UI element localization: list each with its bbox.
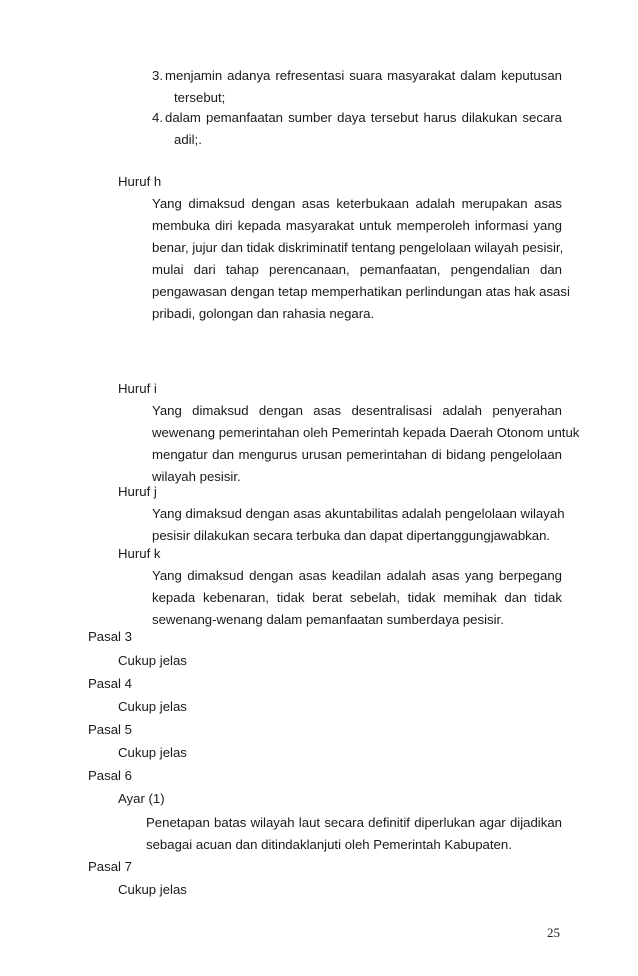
pasal-4-text: Cukup jelas <box>118 699 187 714</box>
paragraph-line: sebagai acuan dan ditindaklanjuti oleh Pemerintah Kabupaten. <box>146 837 512 852</box>
paragraph-line: wewenang pemerintahan oleh Pemerintah kepada Daerah Otonom untuk <box>152 425 580 440</box>
list-item-line: tersebut; <box>174 90 226 105</box>
paragraph-line: benar, jujur dan tidak diskriminatif tentang pengelolaan wilayah pesisir, <box>152 240 564 255</box>
pasal-6-paragraph <box>146 812 562 856</box>
huruf-j-paragraph <box>152 503 565 547</box>
pasal-3-text: Cukup jelas <box>118 653 187 668</box>
pasal-6-ayat: Ayar (1) <box>118 791 165 806</box>
paragraph-line: Yang dimaksud dengan asas desentralisasi adalah penyerahan <box>152 403 562 418</box>
list-number: 4. <box>152 110 163 125</box>
huruf-k-paragraph <box>152 565 562 631</box>
paragraph-line: pesisir dilakukan secara terbuka dan dapat dipertanggungjawabkan. <box>152 528 551 543</box>
paragraph-line: Yang dimaksud dengan asas keterbukaan adalah merupakan asas <box>152 196 562 211</box>
pasal-5-text: Cukup jelas <box>118 745 187 760</box>
pasal-7-text: Cukup jelas <box>118 882 187 897</box>
list-item-line: dalam pemanfaatan sumber daya tersebut harus dilakukan secara <box>165 110 562 125</box>
huruf-k-heading: Huruf k <box>118 546 161 561</box>
huruf-h-heading: Huruf h <box>118 174 162 189</box>
paragraph-line: membuka diri kepada masyarakat untuk memperoleh informasi yang <box>152 218 562 233</box>
page-number: 25 <box>547 925 560 940</box>
paragraph-line: kepada kebenaran, tidak berat sebelah, tidak memihak dan tidak <box>152 590 562 605</box>
paragraph-line: wilayah pesisir. <box>152 469 241 484</box>
list-item-4 <box>152 107 562 151</box>
huruf-j-heading: Huruf j <box>118 484 157 499</box>
list-item-line: adil;. <box>174 132 202 147</box>
paragraph-line: sewenang-wenang dalam pemanfaatan sumberdaya pesisir. <box>152 612 504 627</box>
pasal-7-heading: Pasal 7 <box>88 859 132 874</box>
list-item-3 <box>152 65 562 109</box>
paragraph-line: Yang dimaksud dengan asas akuntabilitas adalah pengelolaan wilayah <box>152 506 565 521</box>
huruf-i-paragraph <box>152 400 580 488</box>
paragraph-line: Penetapan batas wilayah laut secara definitif diperlukan agar dijadikan <box>146 815 562 830</box>
huruf-i-heading: Huruf i <box>118 381 157 396</box>
paragraph-line: mulai dari tahap perencanaan, pemanfaatan, pengendalian dan <box>152 262 562 277</box>
list-number: 3. <box>152 68 163 83</box>
paragraph-line: mengatur dan mengurus urusan pemerintahan di bidang pengelolaan <box>152 447 562 462</box>
paragraph-line: Yang dimaksud dengan asas keadilan adalah asas yang berpegang <box>152 568 562 583</box>
pasal-4-heading: Pasal 4 <box>88 676 132 691</box>
pasal-3-heading: Pasal 3 <box>88 629 132 644</box>
paragraph-line: pribadi, golongan dan rahasia negara. <box>152 306 375 321</box>
list-item-line: menjamin adanya refresentasi suara masyarakat dalam keputusan <box>165 68 562 83</box>
pasal-6-heading: Pasal 6 <box>88 768 132 783</box>
paragraph-line: pengawasan dengan tetap memperhatikan perlindungan atas hak asasi <box>152 284 570 299</box>
huruf-h-paragraph <box>152 193 570 325</box>
pasal-5-heading: Pasal 5 <box>88 722 132 737</box>
